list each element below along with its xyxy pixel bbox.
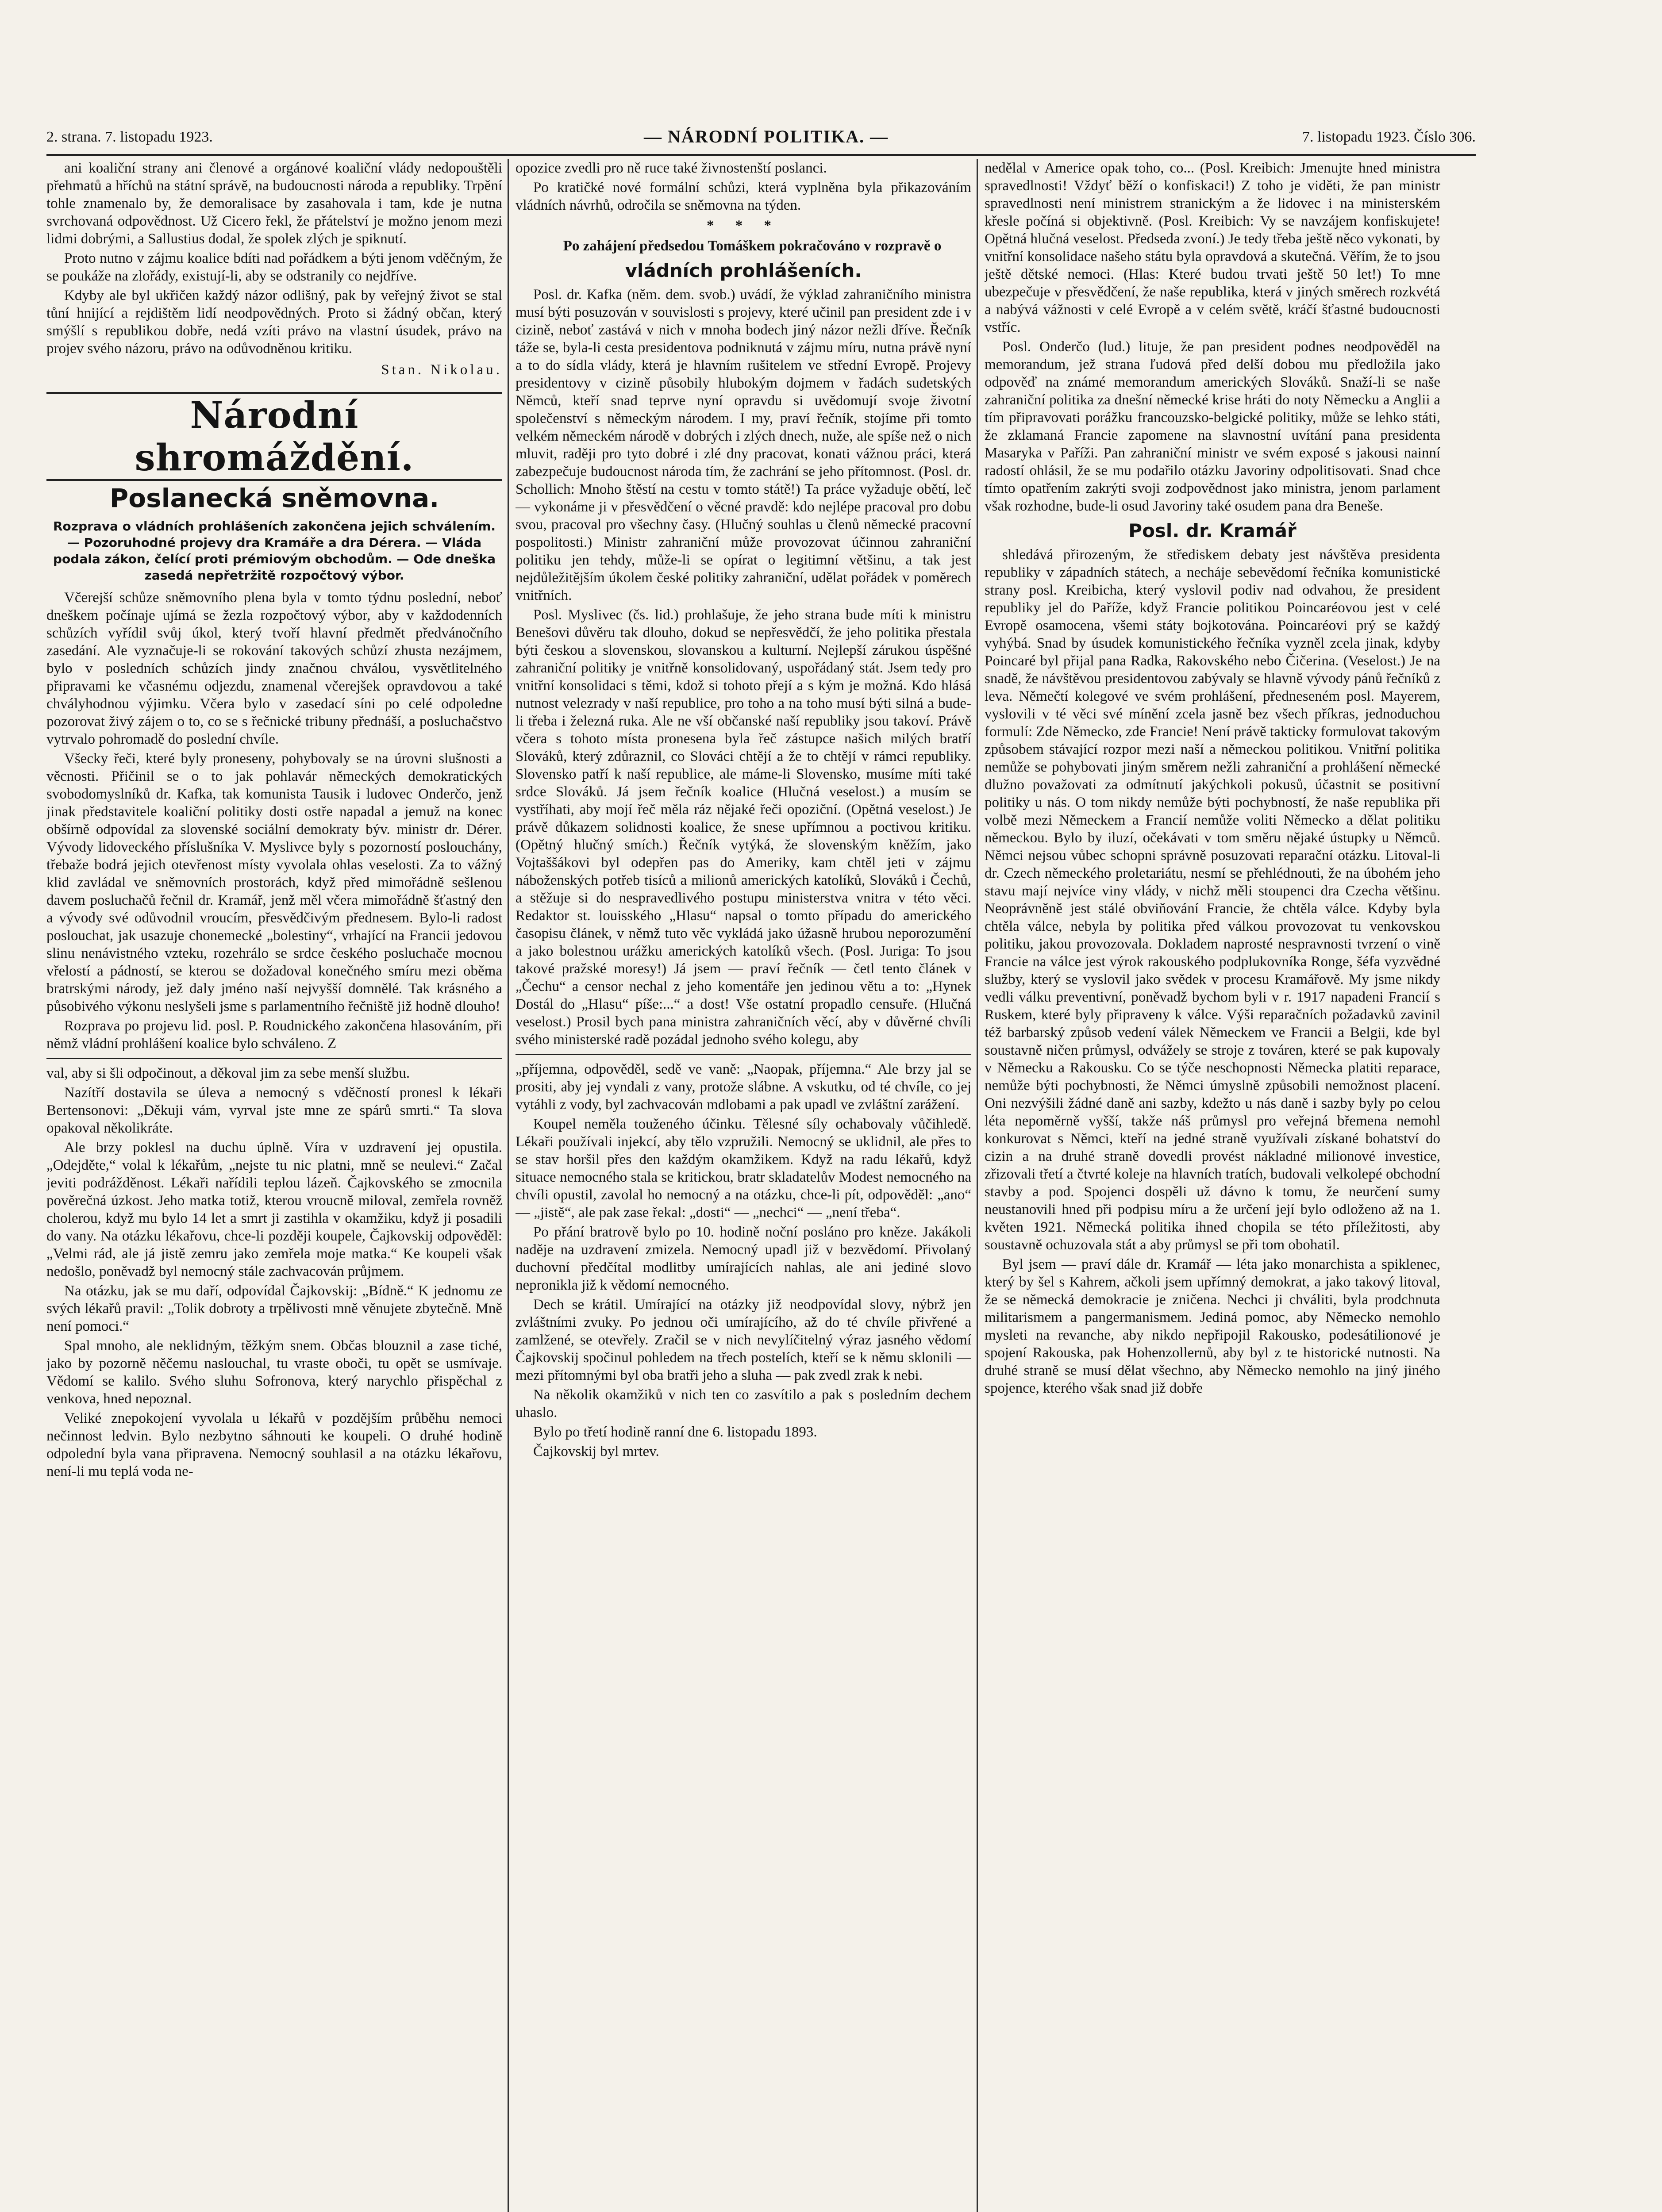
article-paragraph: shledává přirozeným, že střediskem debaty jest návštěva presidenta republiky v západních státech, a necháje sebevědomí řečníka komunistické strany posl. Kreibicha, který vyslovil podiv nad odvahou, že president republiky jel do Paříže, když Francie politikou Poincaréovou jest v celé Evropě osamocena, všemi státy bojkotována. Poincaréovi prý se každý vyhýbá. Snad by úsudek komunistického řečníka vyzněl zcela jinak, kdyby Poincaré byl přijal pana Radka, Rakovského nebo Čičerina. (Veselost.) Je na snadě, že návštěvou presidentovou zabývaly se hlavně vývody pánů řečníků z leva. Němečtí kolegové ve svém prohlášení, předneseném posl. Mayerem, vyslovili v té věci své mínění zcela jasně bez všech příkras, jednoduchou formulí: Zde Německo, zde Francie! Není právě takticky formulovat takovým způsobem stávající rozpor mezi naší a německou politikou. Vnitřní politika nemůže se pohybovati jiným směrem nežli zahraniční a prohlášení německé dlužno považovati za odmítnutí jakýchkoli pokusů, účastnit se positivní politiky u nás. O tom nikdy nemůže býti pochybností, že naše republika při volbě mezi Německem a Francií nemůže voliti Německo a dělat politiku německou. Bylo by iluzí, očekávati v tom směru nějaké ústupky u Němců. Němci nejsou vůbec schopni správně posuzovati reparační otázku. Litoval-li dr. Czech německého proletariátu, nesmí se přehlédnouti, že na úbohém jeho stavu mají nejvíce viny vlády, v nichž měli stoupenci dra Czecha většinu. Neoprávněně jest stálé obviňování Francie, že chtěla válce. Kdyby byla chtěla válce, nebyla by politika před válkou provozovat tu venkovskou politiku, jakou provozovala. Dokladem naprosté nespravnosti tvrzení o vině Francie na válce jest výrok rakouského podplukovníka Ronge, šéfa vyzvědné služby, který se vyslovil jako svědek v procesu Kramářově. My jsme nikdy vedli válku preventivní, poněvadž bychom byli v r. 1917 napadeni Francií s Ruskem, které byly připraveny k válce. Výši reparačních požadavků zavinil též barbarský způsob vedení válek Německem ve Francii a Belgii, kde byl soustavně ničen průmysl, odvážely se stroje z továren, které se pak kupovaly v Německu a Rakousku. Co se týče neschopnosti Německa platiti reparace, nemůže býti pochybnosti, že Němci úmyslně způsobili nemožnost placení. Oni nezvýšili žádné daně ani sazby, kdežto u nás daně i sazby byly po celou léta nepoměrně vyšší, takže náš průmysl pro veřejná břemena nemohl konkurovat s Němci, kteří na jedné straně využívali získané bohatství do cizin a na druhé straně dovedli provést nákladné milionové investice, zřizovali třetí a čtvrté koleje na hlavních tratích, budovali velkolepé obchodní stavby a pod. Spojenci dospěli už dávno k tomu, že neurčení sumy neustanovili hned při podpisu míru a že určení její bylo odloženo až na 1. květen 1921. Německá politika ihned chopila se této příležitosti, aby soustavně ochuzovala stát a aby průmysl se při tom obohatil.: [985, 547, 1440, 1253]
feuilleton-paragraph: Spal mnoho, ale neklidným, těžkým snem. Občas blouznil a zase tiché, jako by pozorně něčemu naslouchal, tu vraste oboči, tu opět se usmívaje. Vědomí se kalilo. Svého sluhu Sofronova, který narychlo přispěchal z venkova, hned nepoznal.: [46, 1338, 502, 1407]
feuilleton-paragraph: Ale brzy poklesl na duchu úplně. Víra v uzdravení jej opustila. „Odejděte,“ volal k lékařům, „nejste tu nic platni, mně se neulevi.“ Začal jeviti podrážděnost. Lékaři nařídili teplou lázeň. Čajkovského se zmocnila pověrečná úzkost. Jeho matka totiž, kterou vroucně miloval, zemřela rovněž cholerou, když mu bylo 14 let a smrt ji zastihla v okamžiku, když ji posadili do vany. Na otázku lékařovu, chce-li později koupele, Čajkovskij odpověděl: „Velmi rád, ale já jistě zemru jako zemřela moje matka.“ Ke koupeli však nedošlo, poněvadž byl nemocný stále zachvacován průjmem.: [46, 1140, 502, 1279]
article-heading: vládních prohlášeních.: [625, 260, 862, 281]
issue-number: 7. listopadu 1923. Číslo 306.: [1302, 129, 1476, 145]
article-paragraph: Byl jsem — praví dále dr. Kramář — léta jako monarchista a spiklenec, který by šel s Kahrem, ačkoli jsem upřímný demokrat, a jako takový litoval, že se německá demokracie je zničena. Nechci ji chváliti, byla prodchnuta militarismem a pangermanismem. Jediná pomoc, aby Německo nemohlo mysleti na revanche, aby nikdo nepřipojil Rakousko, podesátilionové je spojení Rakouska, pak Hohenzollernů, aby byl z te historické nutnosti. Na druhé straně se musí dělat všechno, aby Německo nemohlo na jiný jiného spojence, kterého však snad již dobře: [985, 1256, 1440, 1396]
section-headline: Národní shromáždění.: [46, 392, 502, 481]
header-rule: [46, 154, 1476, 156]
feuilleton-paragraph: Na otázku, jak se mu daří, odpovídal Čajkovskij: „Bídně.“ K jednomu ze svých lékařů pravil: „Tolik dobroty a trpělivosti mně věnujete zbytečně. Mně není pomoci.“: [46, 1283, 502, 1334]
column-2: [516, 159, 971, 2212]
column-rule: [508, 159, 509, 2212]
article-paragraph: Proto nutno v zájmu koalice bdíti nad pořádkem a býti jenom vděčným, že se poukáže na zlořády, existují-li, aby se odstranily co nejdříve.: [46, 250, 502, 284]
article-paragraph: Posl. Onderčo (lud.) lituje, že pan president podnes neodpověděl na memorandum, jež strana ľudová před delší dobou mu předložila jako odpověď na známé memorandum amerických Slováků. Snaží-li se naše zahraniční politika za dnešní německé krise hráti do noty Německu a Anglii a tím připravovati porážku francouzsko-belgické politiky, může se lehko státi, že zklamaná Francie zapomene na slavnostní uvítání pana presidenta Masaryka v Paříži. Pan zahraniční ministr ve svém exposé s jakousi nainní radostí ohlásil, že se mu podařilo otázku Javoriny odpolitisovati. Snad chce tímto opatřením zakrýti svoji zodpovědnost jako ministra, jenom parlament však rozhodne, bude-li osud Javoriny také osudem pana dra Beneše.: [985, 339, 1440, 514]
column-rule: [977, 159, 978, 2212]
column-3: [985, 159, 1440, 2212]
article-paragraph: Kdyby ale byl ukřičen každý názor odlišný, pak by veřejný život se stal tůní hnijící a rejdištěm lidí neodpovědných. Proto si žádný občan, který smýšlí s republikou dobře, nedá vzíti právo na vlastní úsudek, právo na projev svého názoru, právo na odůvodněnou kritiku.: [46, 288, 502, 357]
divider: [516, 1054, 971, 1055]
feuilleton-paragraph: Po přání bratrově bylo po 10. hodině noční posláno pro kněze. Jakákoli naděje na uzdravení zmizela. Nemocný upadl již v bezvědomí. Přivolaný duchovní předčítal modlitby umírajících nahlas, ale ani jediné slovo nepronikla již k vědomí nemocného.: [516, 1224, 971, 1293]
article-paragraph: Včerejší schůze sněmovního plena byla v tomto týdnu poslední, neboť dneškem počínaje ujímá se žezla rozpočtový výbor, aby v každodenních schůzích vyřídil svůj úkol, který tvoří hlavní předmět předvánočního zasedání. Ale vyznačuje-li se rokování takových schůzí zhusta nezájmem, bylo v posledních schůzích jindy značnou chválou, vysvětlitelného připravami ke včasnému odjezdu, znamenal včerejšek opravdovou a také chvályhodnou výjimku. Včera bylo v zasedací síni po celé odpoledne pozorovat živý zájem o to, co se s řečnické tribuny přednáší, a posluchačstvo vytrvalo pohromadě do poslední chvíle.: [46, 590, 502, 747]
section-subheadline: Poslanecká sněmovna.: [109, 483, 439, 513]
article-paragraph: Po kratičké nové formální schůzi, která vyplněna byla přikazováním vládních návrhů, odročila se sněmovna na týden.: [516, 180, 971, 213]
article-paragraph: Rozprava po projevu lid. posl. P. Roudnického zakončena hlasováním, při němž vládní prohlášení koalice bylo schváleno. Z: [46, 1018, 502, 1052]
masthead: — NÁRODNÍ POLITIKA. —: [644, 127, 889, 146]
page-number-date: 2. strana. 7. listopadu 1923.: [46, 129, 213, 145]
feuilleton-paragraph: Bylo po třetí hodině ranní dne 6. listopadu 1893.: [533, 1424, 817, 1440]
article-paragraph: Posl. Myslivec (čs. lid.) prohlašuje, že jeho strana bude míti k ministru Benešovi důvěru tak dlouho, dokud se nepřesvědčí, že jeho politika přestala býti českou a slovenskou, slovanskou a kulturní. Nejlepší zárukou úspěšné zahraniční politiky je vnitřně konsolidovaný, uspořádaný stát. Jsem tedy pro vnitřní konsolidaci s těmi, kdož si tohoto přejí a s kým je možná. Kdo hlásá nutnost velezrady v naší republice, pro toho a na toho musí býti silná a bude-li třeba i železná ruka. Ale ne vší občanské naší republiky jsou takoví. Právě včera s tohoto místa pronesena byla řeč zástupce našich milých bratří Slováků, který zdůraznil, co Slováci chtějí a že to chtějí v rámci republiky. Slovensko patří k naší republice, ale máme-li Slovensko, musíme míti také srdce Slováků. Já jsem řečník koalice (Hlučná veselost.) a musím se vystříhati, aby mojí řeč měla ráz nějaké řeči opoziční. (Opětná veselost.) Je právě důkazem solidnosti koalice, že snese upřímnou a poctivou kritiku. (Opětný hlučný smích.) Řečník vytýká, že slovenským kněžím, jako Vojtaššákovi byl odepřen pas do Ameriky, kam chtěl jeti v zájmu náboženských potřeb tisíců a milionů amerických katolíků, Slováků i Čechů, a stěžuje si do nespravedlivého postupu ministerstva vnitra v této věci. Redaktor st. louisského „Hlasu“ napsal o tomto případu do amerického časopisu článek, v němž tuto věc vykládá jako úžasně hrubou neporozumění a jako bolestnou urážku amerických katolíků všech. (Posl. Juriga: To jsou takové pražské moresy!) Já jsem — praví řečník — četl tento článek v „Čechu“ a censor nechal z jeho komentáře jen jedinou větu a to: „Hynek Dostál do „Hlasu“ píše:...“ a dost! Vše ostatní propadlo censuře. (Hlučná veselost.) Prosil bych pana ministra zahraničních věcí, aby v důvěrné chvíli svého ministerské radě pozádal jednoho svého kolegu, aby: [516, 607, 971, 1048]
column-1: [46, 159, 502, 2212]
feuilleton-paragraph: „příjemna, odpověděl, sedě ve vaně: „Naopak, příjemna.“ Ale brzy jal se prositi, aby jej vyndali z vany, protože slábne. A vskutku, od té chvíle, co jej vytáhli z vody, byl zachvacován mdlobami a pak upadl ve zvláštní zarážení.: [516, 1061, 971, 1113]
author-signature: Stan. Nikolau.: [381, 362, 502, 378]
article-summary: Rozprava o vládních prohlášeních zakončena jejich schválením. — Pozoruhodné projevy dra Kramáře a dra Dérera. — Vláda podala zákon, čelící proti prémiovým obchodům. — Ode dneška zasedá nepřetržitě rozpočtový výbor.: [53, 519, 496, 583]
divider: [46, 1058, 502, 1059]
article-paragraph: ani koaliční strany ani členové a orgánové koaliční vlády nedopouštěli přehmatů a hříchů na státní správě, na budoucnosti národa a republiky. Trpění tohle znamenalo by, že demoralisace by zasahovala i tam, kde je nutna svrchovaná odpovědnost. Už Cicero řekl, že přátelství je možno jenom mezi lidmi dobrými, a Sallustius dodal, že spolek zlých je spiknutí.: [46, 160, 502, 247]
feuilleton-paragraph: Na několik okamžiků v nich ten co zasvítilo a pak s posledním dechem uhaslo.: [516, 1387, 971, 1421]
article-heading: Posl. dr. Kramář: [1128, 520, 1297, 541]
article-lead: Po zahájení předsedou Tomáškem pokračováno v rozpravě o: [563, 238, 942, 254]
article-paragraph: opozice zvedli pro ně ruce také živnostenští poslanci.: [516, 160, 827, 176]
feuilleton-paragraph: Veliké znepokojení vyvolala u lékařů v pozdějším průběhu nemoci nečinnost ledvin. Bylo nezbytno sáhnouti ke koupeli. O druhé hodině odpolední byla vana připravena. Nemocný souhlasil a na otázku lékařovu, není-li mu teplá voda ne-: [46, 1410, 502, 1479]
article-paragraph: nedělal v Americe opak toho, co... (Posl. Kreibich: Jmenujte hned ministra spravedlnosti! Vždyť běží o konfiskaci!) Z toho je viděti, že pan ministr spravedlnosti není ministrem stranickým a že lidovec i na ministerském křesle počíná si objektivně. (Posl. Kreibich: Vy se navzájem konfiskujete! Opětná hlučná veselost. Předseda zvoní.) Je tedy třeba ještě něco vykonati, by vnitřní konsolidace našeho státu byla opravdová a skutečná. Věřím, že to jsou ještě dětské nemoci. (Hlas: Které budou trvati ještě 50 let!) To mne ubezpečuje v přesvědčení, že naše republika, která v jiných směrech rozkvétá a nabývá vážnosti v celé Evropě a v celém světě, kráčí šťastné budoucnosti vstříc.: [985, 160, 1440, 335]
article-paragraph: Všecky řeči, které byly proneseny, pohybovaly se na úrovni slušnosti a věcnosti. Přičinil se o to jak pohlavár německých demokratických svobodomyslníků dr. Kafka, tak komunista Tausik i ludovec Onderčo, jenž jinak představitele koaliční politiky dosti ostře napadal a jemuž na konec obšírně odpovídal za slovenské sociální demokraty býv. ministr dr. Dérer. Vývody lidoveckého příslušníka V. Myslivce byly s pozorností poslouchány, třebaže bodrá jejich otevřenost místy vyvolala ohlas veselosti. Za to vážný klid zavládal ve sněmovních prostorách, když před mimořádně sešlenou davem posluchačů řečnil dr. Kramář, jenž měl včera mimořádně šťastný den a vývody své odůvodnil vroucím, přesvědčivým přednesem. Bylo-li radost poslouchat, jak usazuje chonemecké „bolestiny“, vrhající na Francii jedovou slinu nenávistného vzteku, rozehrálo se srdce českého posluchače mocnou vřelostí a pádností, se kterou se dožadoval konečného smíru mezi oběma bratrskými národy, jež daly jméno naší nejvyšší domnělé. Tak krásného a působivého výkonu neslyšeli jsme s parlamentního řečniště již hodně dlouho!: [46, 751, 502, 1014]
article-paragraph: Posl. dr. Kafka (něm. dem. svob.) uvádí, že výklad zahraničního ministra musí býti posuzován v souvislosti s projevy, které učinil pan president zde i v cizině, neboť zastává v nich v mnoha bodech jiný názor nežli dříve. Řečník táže se, byla-li cesta presidentova podniknutá v zájmu míru, nutna právě nyní a to do sídla vlády, která je hlavním rušitelem ve střední Evropě. Projevy presidentovy v cizině působily hlubokým dojmem v řadách sudetských Němců, kteří snad teprve nyní opravdu si uvědomují svoje životní společenství s německým národem. I my, praví řečník, stojíme při tomto velkém německém národě v dobrých i zlých dnech, nuže, ale spíše než o nich mluvit, raději pro tyto dobré i zlé dny pracovat, konati vážnou práci, která zabezpečuje budoucnost národa tím, že zachrání se jeho přítomnost. (Posl. dr. Schollich: Mnoho štěstí na cestu v tomto státě!) Ta práce vyžaduje obětí, leč — vykonáme ji v přesvědčení o věcné pravdě: kdo nejlépe pracoval pro dobu svou, pracoval pro všechny časy. (Hlučný souhlas u členů německé pracovní pospolitosti.) Ministr zahraniční může provozovat účinnou zahraniční politiku jen tehdy, může-li se opírat o legitimní většinu, a tak jest nejdůležitějším úkolem české politiky zahraniční, udělat pořádek v poměrech vnitřních.: [516, 287, 971, 603]
feuilleton-paragraph: Koupel neměla touženého účinku. Tělesné síly ochabovaly vůčihledě. Lékaři používali injekcí, aby tělo vzpružili. Nemocný se uklidnil, ale přes to se stav horšil přes den každým okamžikem. Když na radu lékařů, když situace nemocného stala se kritickou, bratr skladatelův Modest nemocného na chvíli opustil, zavolal ho nemocný a na otázku, chce-li pít, odpověděl: „ano“ — „jistě“, ale pak zase řekal: „dosti“ — „nechci“ — „není třeba“.: [516, 1116, 971, 1221]
feuilleton-paragraph: Čajkovskij byl mrtev.: [533, 1444, 659, 1459]
feuilleton-paragraph: Nazítří dostavila se úleva a nemocný s vděčností pronesl k lékaři Bertensonovi: „Děkuji vám, vyrval jste mne ze spárů smrti.“ Ta slova opakoval několikráte.: [46, 1085, 502, 1136]
feuilleton-paragraph: Dech se krátil. Umírající na otázky již neodpovídal slovy, nýbrž jen zvláštními zvuky. Po jednou oči umírajícího, až do té chvíle přivřené a zamlžené, se otevřely. Zračil se v nich nevylíčitelný výraz jasného vědomí Čajkovskij spočinul pohledem na třech postelích, kteří se k němu sklonili — mezi přítomnými byl oba bratři jeho a sluha — pak zvedl zrak k nebi.: [516, 1297, 971, 1383]
feuilleton-paragraph: val, aby si šli odpočinout, a děkoval jim za sebe menší službu.: [46, 1065, 410, 1081]
page-header: [46, 126, 1476, 153]
section-stars: * * *: [707, 218, 780, 234]
